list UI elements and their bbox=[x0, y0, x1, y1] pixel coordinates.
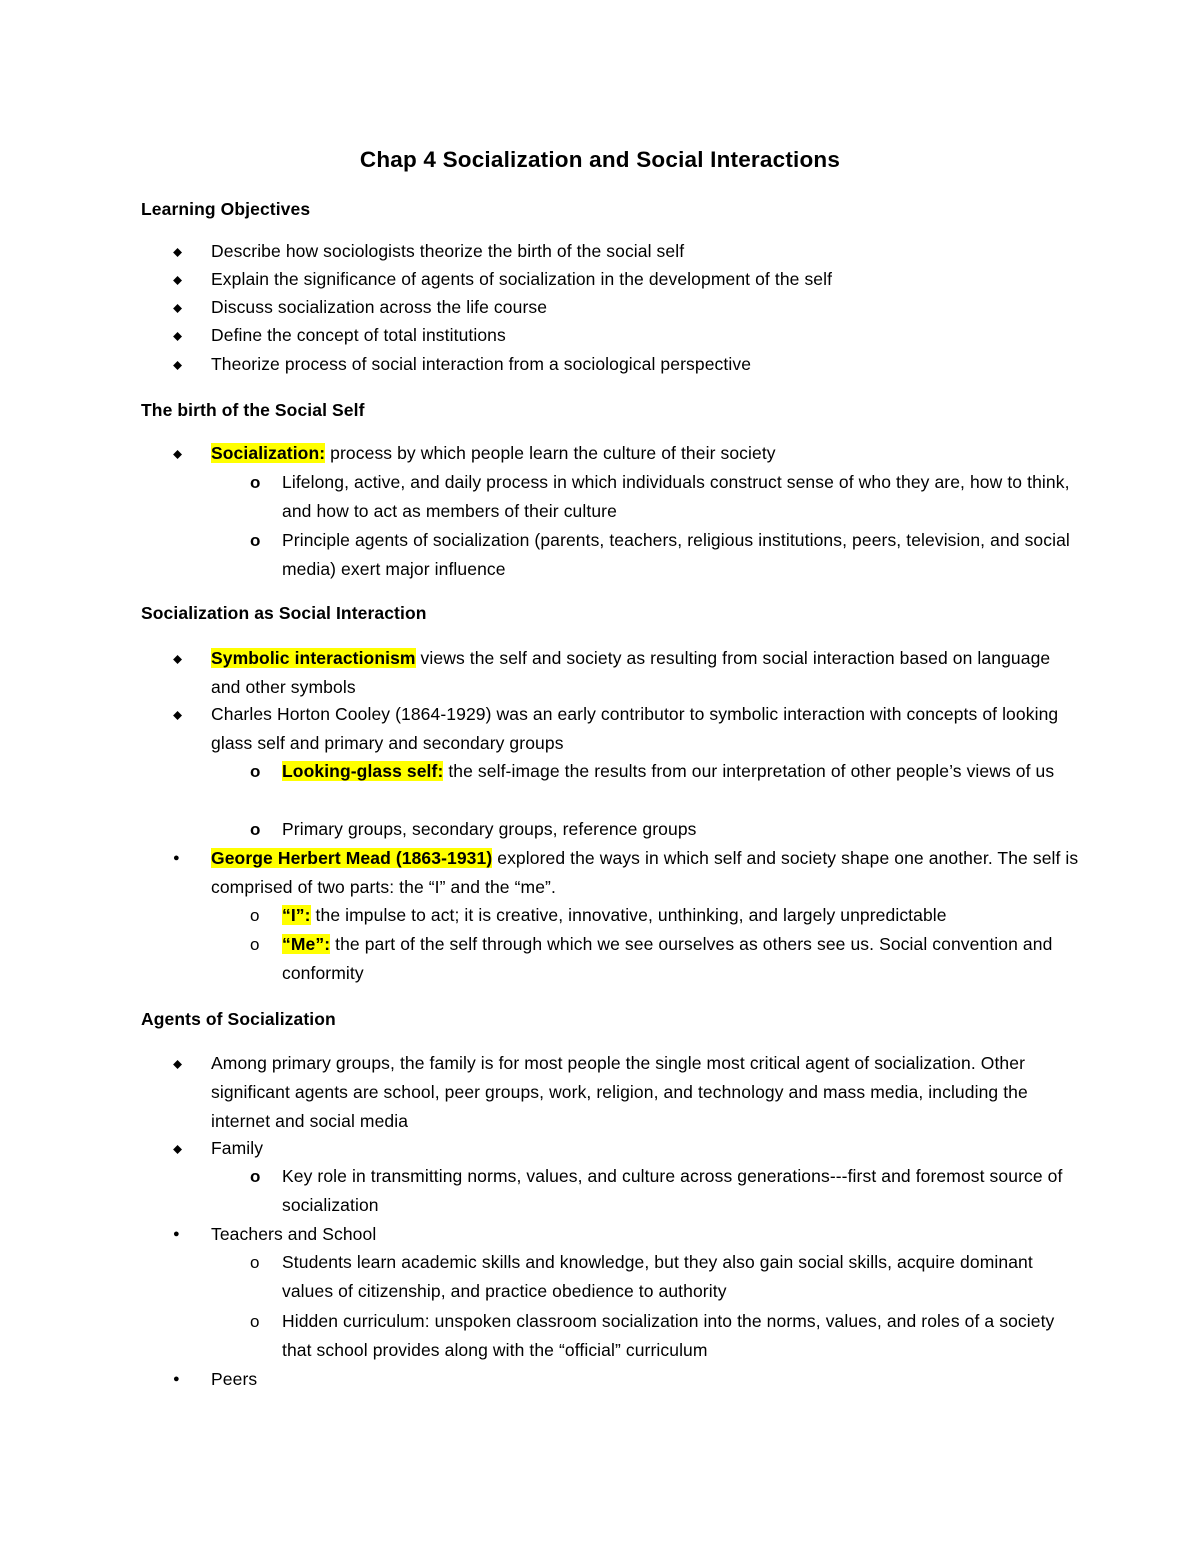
bullet-marker: ⬥ bbox=[173, 244, 183, 259]
list-item bbox=[173, 350, 1081, 379]
document-title: Chap 4 Socialization and Social Interactions bbox=[359, 147, 841, 172]
highlighted-term: Symbolic interactionism bbox=[211, 648, 416, 668]
sub-bullet-marker: o bbox=[250, 1167, 261, 1186]
item-text: Peers bbox=[211, 1369, 258, 1389]
list-item bbox=[250, 468, 1082, 526]
sub-bullet-marker: o bbox=[250, 1253, 260, 1272]
list-item bbox=[173, 293, 1081, 322]
sub-item-text: Primary groups, secondary groups, reference groups bbox=[282, 819, 697, 839]
bullet-marker: ⬥ bbox=[173, 1141, 183, 1156]
heading-birth-social-self: The birth of the Social Self bbox=[141, 400, 365, 420]
sub-bullet-marker: o bbox=[250, 473, 261, 492]
list-item bbox=[173, 644, 1081, 702]
list-item bbox=[173, 1049, 1081, 1136]
highlighted-term: “Me”: bbox=[282, 934, 331, 954]
list-item bbox=[250, 526, 1082, 584]
bullet-marker: ⬥ bbox=[173, 651, 183, 666]
objective-text: Explain the significance of agents of socialization in the development of the self bbox=[211, 269, 833, 289]
heading-learning-objectives: Learning Objectives bbox=[141, 199, 311, 219]
bullet-marker: ⬥ bbox=[173, 1056, 183, 1071]
sub-item-text: Lifelong, active, and daily process in which individuals construct sense of who they are, how to think, and how to act as members of their culture bbox=[282, 472, 1070, 521]
bullet-marker: ⬥ bbox=[173, 300, 183, 315]
bullet-marker: ⬥ bbox=[173, 707, 183, 722]
sub-item-text: Students learn academic skills and knowledge, but they also gain social skills, acquire dominant values of citizenship, and practice obedience to authority bbox=[282, 1252, 1033, 1301]
item-text: Teachers and School bbox=[211, 1224, 377, 1244]
definition-text: the part of the self through which we see ourselves as others see us. Social convention and conformity bbox=[282, 934, 1053, 983]
sub-item-text: Principle agents of socialization (parents, teachers, religious institutions, peers, television, and social media) exert major influence bbox=[282, 530, 1070, 579]
list-item bbox=[173, 237, 1081, 266]
highlighted-term: George Herbert Mead (1863-1931) bbox=[211, 848, 493, 868]
list-item bbox=[173, 265, 1081, 294]
list-item bbox=[250, 815, 1082, 844]
list-item bbox=[250, 757, 1082, 786]
list-item bbox=[250, 1162, 1082, 1220]
definition-text: the self-image the results from our interpretation of other people’s views of us bbox=[443, 761, 1055, 781]
definition-text: views the self and society as resulting from social interaction based on language and other symbols bbox=[211, 648, 1051, 697]
list-item bbox=[173, 1220, 1081, 1249]
highlighted-term: Socialization: bbox=[211, 443, 326, 463]
sub-item-text: Hidden curriculum: unspoken classroom socialization into the norms, values, and roles of a society that school provides along with the “official” curriculum bbox=[282, 1311, 1055, 1360]
list-item bbox=[250, 1248, 1082, 1306]
item-text: Charles Horton Cooley (1864-1929) was an early contributor to symbolic interaction with concepts of looking glass self and primary and secondary groups bbox=[211, 704, 1059, 753]
bullet-marker: ● bbox=[173, 852, 180, 864]
item-text: Family bbox=[211, 1138, 264, 1158]
sub-bullet-marker: o bbox=[250, 531, 261, 550]
list-item bbox=[250, 1307, 1082, 1365]
highlighted-term: “I”: bbox=[282, 905, 311, 925]
bullet-marker: ⬥ bbox=[173, 272, 183, 287]
objective-text: Describe how sociologists theorize the birth of the social self bbox=[211, 241, 685, 261]
definition-text: the impulse to act; it is creative, innovative, unthinking, and largely unpredictable bbox=[310, 905, 947, 925]
sub-bullet-marker: o bbox=[250, 935, 260, 954]
sub-bullet-marker: o bbox=[250, 820, 261, 839]
sub-item-text: Key role in transmitting norms, values, and culture across generations---first and foremost source of socialization bbox=[282, 1166, 1063, 1215]
item-text: Among primary groups, the family is for most people the single most critical agent of socialization. Other significant agents are school, peer groups, work, religion, and technology and mass media, including the internet and social media bbox=[211, 1053, 1028, 1131]
list-item bbox=[250, 901, 1082, 930]
bullet-marker: ● bbox=[173, 1228, 180, 1240]
highlighted-term: Looking-glass self: bbox=[282, 761, 444, 781]
objective-text: Define the concept of total institutions bbox=[211, 325, 506, 345]
definition-text: process by which people learn the culture of their society bbox=[325, 443, 776, 463]
heading-social-interaction: Socialization as Social Interaction bbox=[141, 603, 427, 623]
list-item bbox=[173, 439, 1081, 468]
list-item bbox=[250, 930, 1082, 988]
definition-text: explored the ways in which self and society shape one another. The self is comprised of two parts: the “I” and the “me”. bbox=[211, 848, 1079, 897]
heading-agents: Agents of Socialization bbox=[141, 1009, 336, 1029]
sub-bullet-marker: o bbox=[250, 1312, 260, 1331]
bullet-marker: ⬥ bbox=[173, 446, 183, 461]
bullet-marker: ⬥ bbox=[173, 328, 183, 343]
bullet-marker: ⬥ bbox=[173, 357, 183, 372]
list-item bbox=[173, 321, 1081, 350]
list-item bbox=[173, 1365, 1081, 1394]
list-item bbox=[173, 1134, 1081, 1163]
objective-text: Theorize process of social interaction from a sociological perspective bbox=[211, 354, 752, 374]
list-item bbox=[173, 844, 1081, 902]
sub-bullet-marker: o bbox=[250, 762, 261, 781]
bullet-marker: ● bbox=[173, 1373, 180, 1385]
list-item bbox=[173, 700, 1081, 758]
objective-text: Discuss socialization across the life course bbox=[211, 297, 548, 317]
sub-bullet-marker: o bbox=[250, 906, 260, 925]
